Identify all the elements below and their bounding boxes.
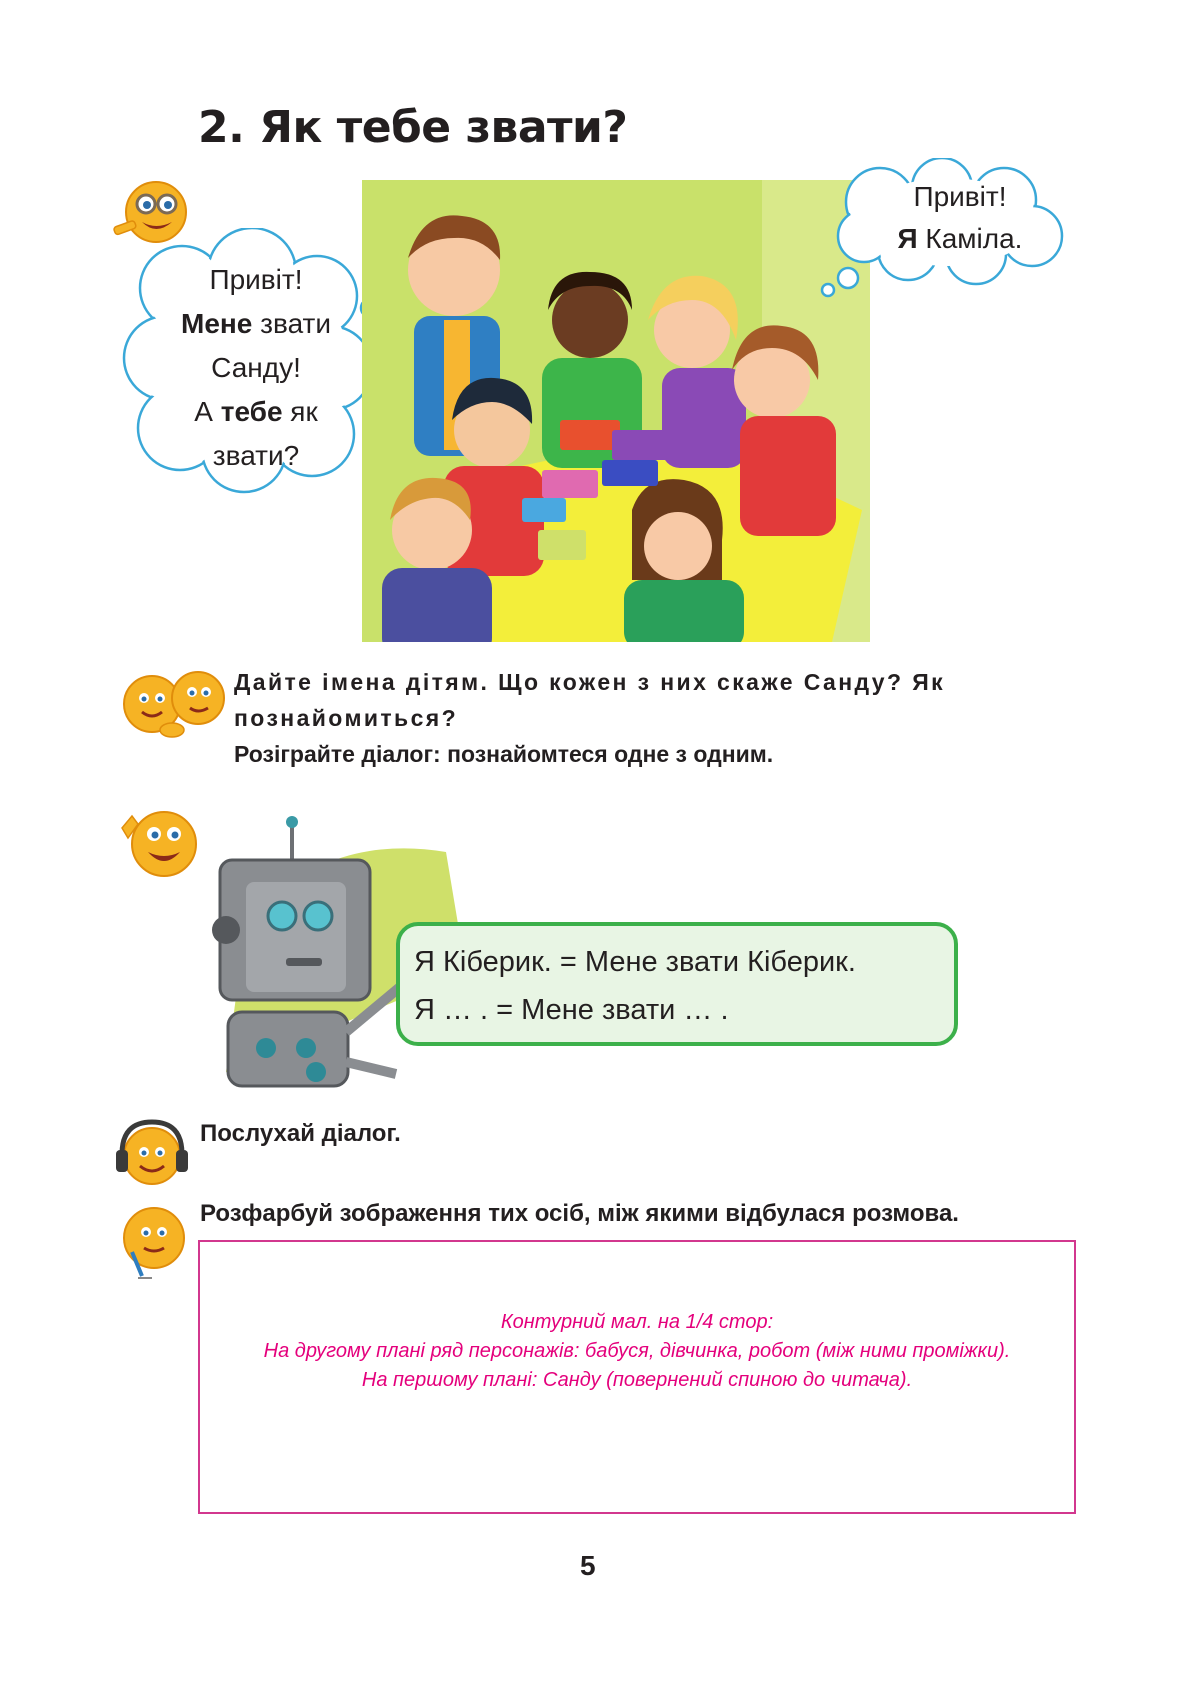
speech-right-line2: Я Каміла. (897, 223, 1023, 254)
note-line3: На першому плані: Санду (повернений спиною до читача). (361, 1369, 913, 1391)
listen-task: Послухай діалог. (200, 1120, 401, 1147)
note-line2: На другому плані ряд персонажів: бабуся, дівчинка, робот (між ними проміжки). (263, 1340, 1011, 1362)
speech-left-line5: звати? (212, 440, 300, 471)
task-line1: Дайте імена дітям. Що кожен з них скаже Санду? Як (234, 669, 946, 695)
pointing-smileys-icon (112, 664, 232, 744)
speech-text-left (142, 258, 370, 478)
speech-left-line4: А тебе як (194, 396, 318, 427)
robot-note-box (396, 922, 958, 1046)
placeholder-note (200, 1308, 1074, 1395)
page-title: 2. Як тебе звати? (198, 102, 628, 153)
speech-left-line3: Санду! (211, 352, 301, 383)
robot-note-line2: Я … . = Мене звати … . (414, 994, 729, 1026)
drawing-placeholder-frame (198, 1240, 1076, 1514)
speech-left-line2: Мене звати (181, 308, 331, 339)
note-line1: Контурний мал. на 1/4 стор: (500, 1311, 774, 1333)
pencil-smiley-icon (112, 1198, 192, 1282)
page-number: 5 (580, 1550, 596, 1581)
speech-text-right (870, 176, 1050, 260)
task-line3: Розіграйте діалог: познайомтеся одне з одним. (234, 741, 774, 767)
idea-smiley-icon (112, 798, 202, 882)
task-names-dialog (234, 664, 1074, 772)
task-line2: познайомиться? (234, 705, 459, 731)
robot-note-line1: Я Кіберик. = Мене звати Кіберик. (414, 946, 856, 978)
children-scene-illustration (362, 180, 870, 642)
headphones-smiley-icon (112, 1114, 192, 1194)
color-task: Розфарбуй зображення тих осіб, між якими відбулася розмова. (200, 1200, 959, 1227)
speech-right-line1: Привіт! (913, 181, 1007, 212)
speech-left-line1: Привіт! (209, 264, 303, 295)
